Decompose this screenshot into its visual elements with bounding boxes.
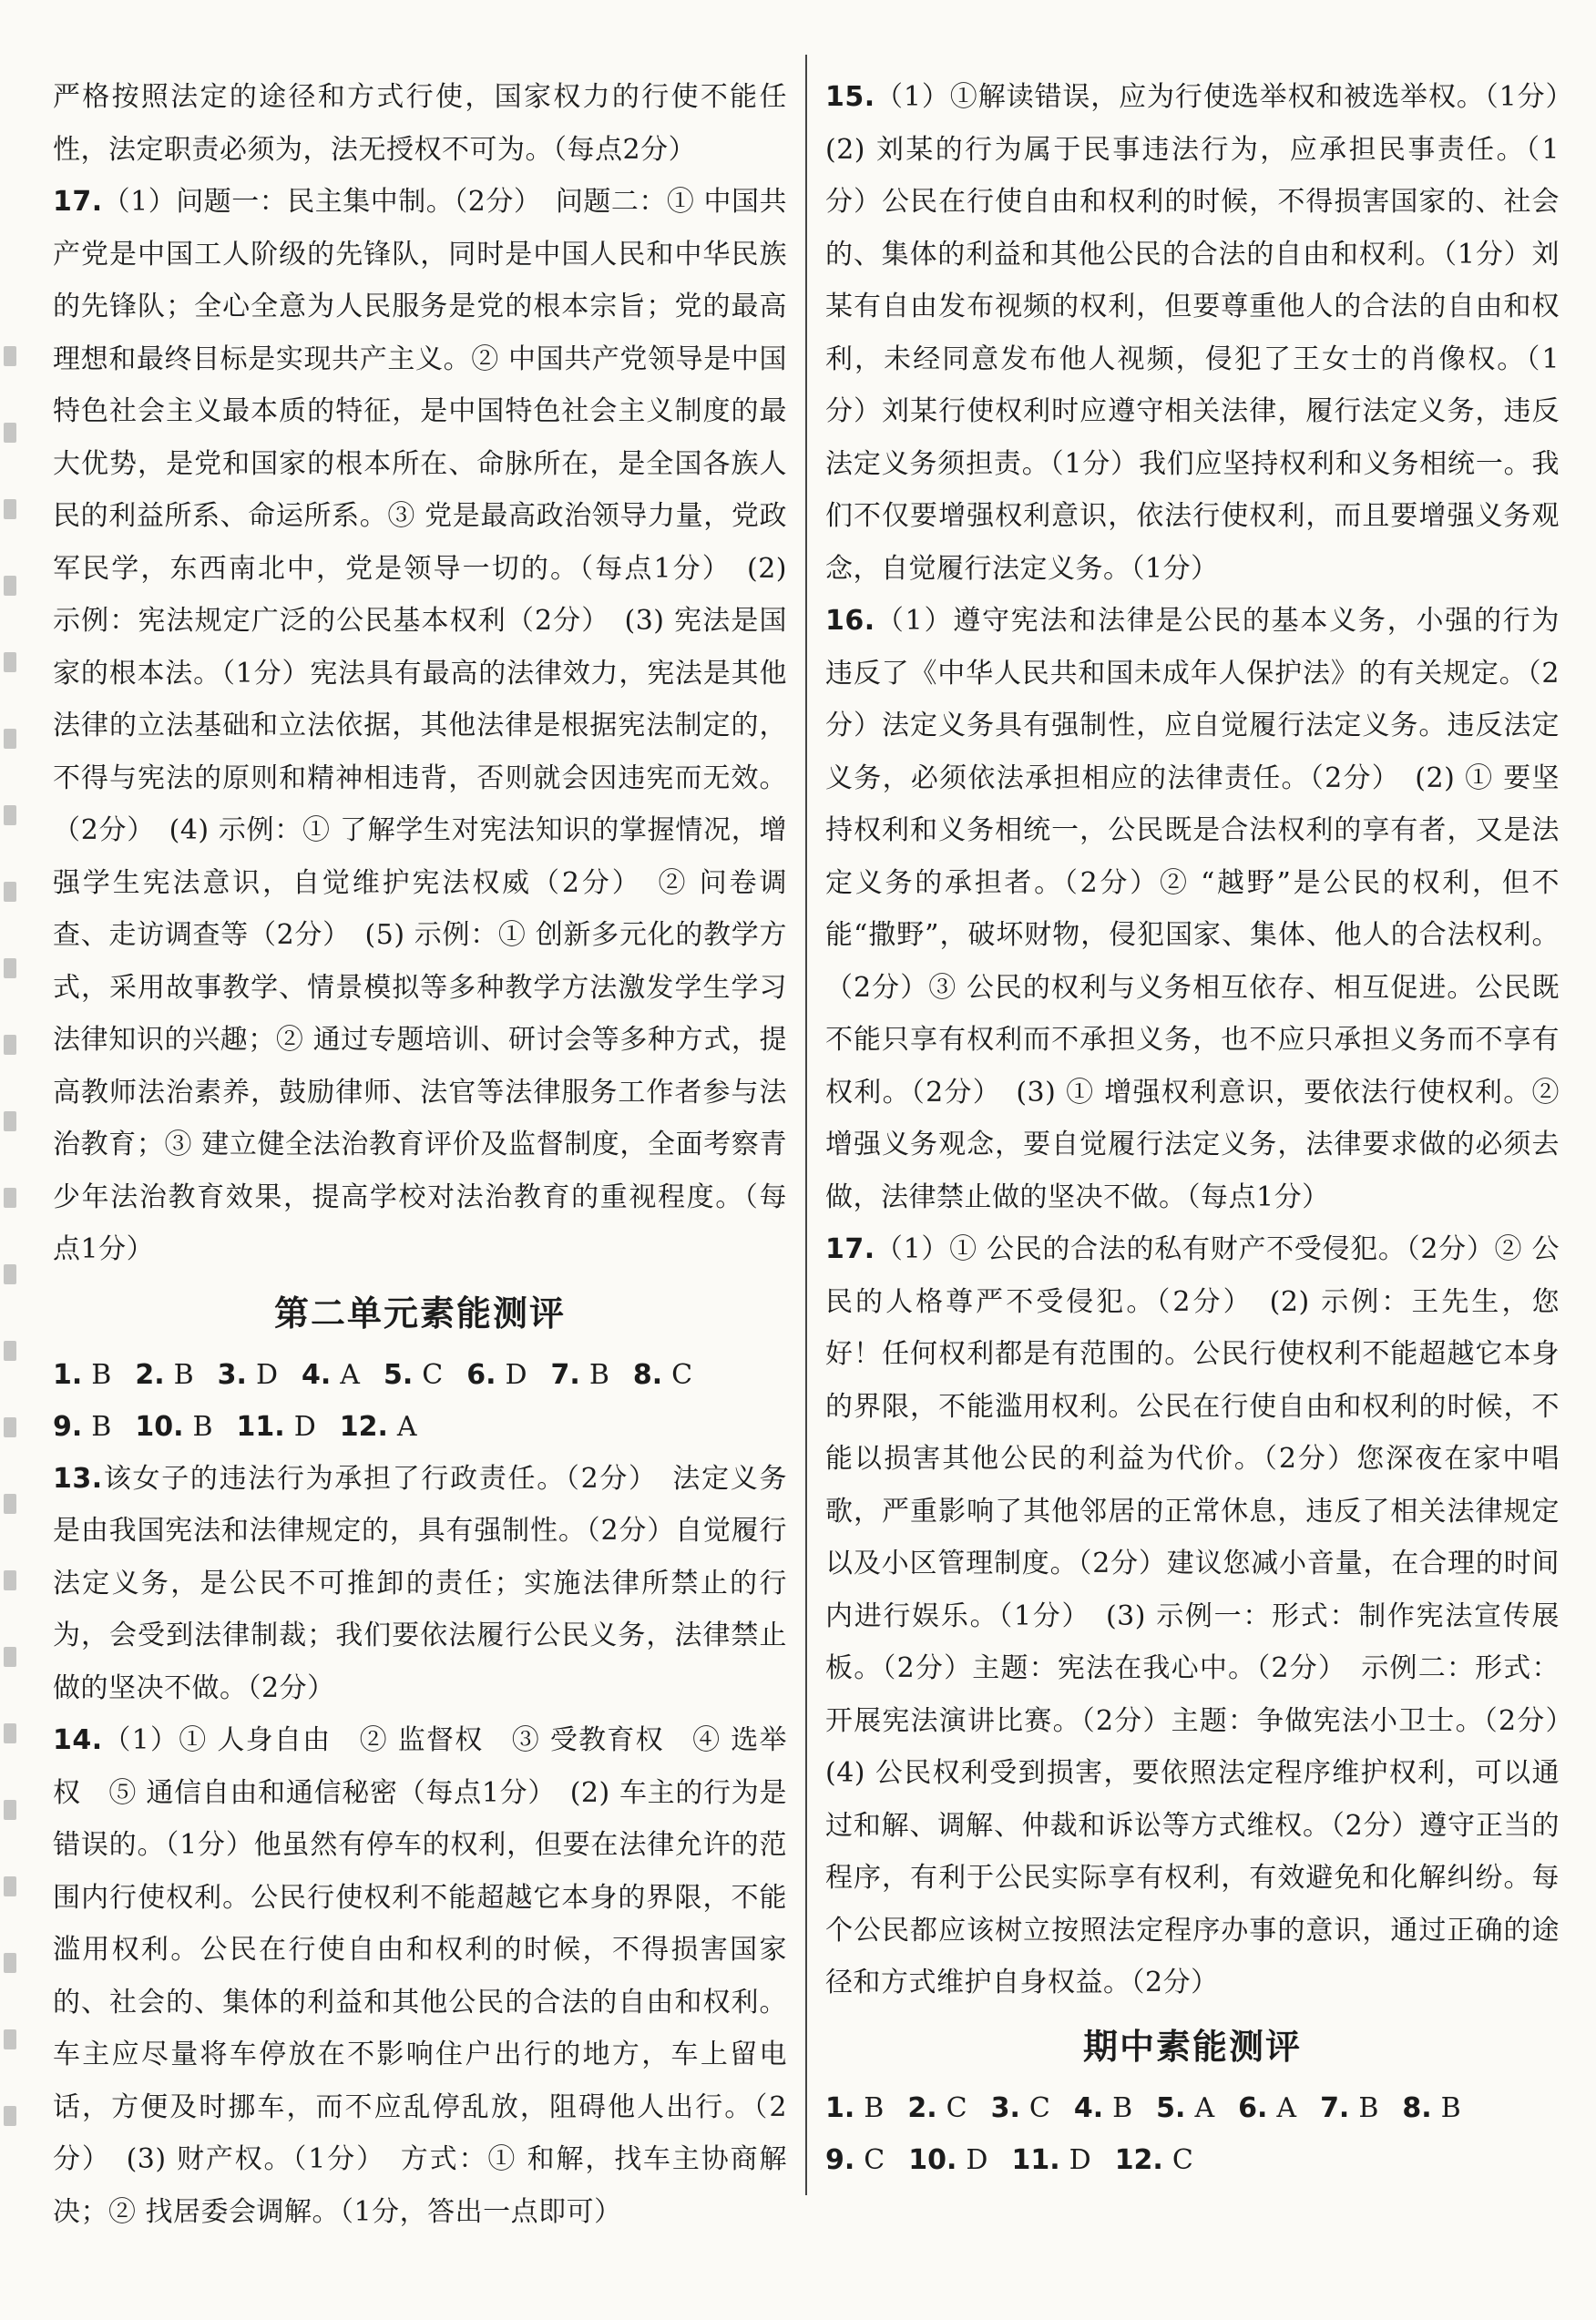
choice-answer <box>135 1349 193 1401</box>
continued-text: 严格按照法定的途径和方式行使，国家权力的行使不能任性，法定职责必须为，法无授权不可为。（每点2分） <box>53 81 787 166</box>
question-17 <box>53 176 787 1276</box>
question-16 <box>825 595 1560 1223</box>
choice-letter: D <box>505 1358 527 1391</box>
choice-answer <box>1115 2134 1193 2186</box>
choice-number: 10. <box>908 2143 957 2176</box>
choice-answer <box>466 1349 527 1401</box>
question-17-right-answer: （1）① 公民的合法的私有财产不受侵犯。（2分）② 公民的人格尊严不受侵犯。（2分） (2) 示例：王先生，您好！任何权利都是有范围的。公民行使权利不能超越它本身的界限，不能滥用权利。公民在行使自由和权利的时候，不能以损害其他公民的利益为代价。（2分）您深夜在家中唱歌，严重影响了其他邻居的正常休息，违反了相关法律规定以及小区管理制度。（2分）建议您减小音量，在合理的时间内进行娱乐。（1分） (3) 示例一：形式：制作宪法宣传展板。（2分）主题：宪法在我心中。（2分） 示例二：形式：开展宪法演讲比赛。（2分）主题：争做宪法小卫士。（2分） (4) 公民权利受到损害，要依照法定程序维护权利，可以通过和解、调解、仲裁和诉讼等方式维权。（2分）遵守正当的程序，有利于公民实际享有权利，有效避免和化解纠纷。每个公民都应该树立按照法定程序办事的意识，通过正确的途径和方式维护自身权益。（2分） <box>825 1233 1588 1998</box>
choice-letter: B <box>91 1358 112 1391</box>
question-15-answer: （1）①解读错误，应为行使选举权和被选举权。（1分） (2) 刘某的行为属于民事违法行为，应承担民事责任。（1分）公民在行使自由和权利的时候，不得损害国家的、社会的、集体的利益和其他公民的合法的自由和权利。（1分）刘某有自由发布视频的权利，但要尊重他人的合法的自由和权利，未经同意发布他人视频，侵犯了王女士的肖像权。（1分）刘某行使权利时应遵守相关法律，履行法定义务，违反法定义务须担责。（1分）我们应坚持权利和义务相统一。我们不仅要增强权利意识，依法行使权利，而且要增强义务观念，自觉履行法定义务。（1分） <box>825 81 1588 585</box>
answer-row <box>53 1401 787 1453</box>
choice-letter: C <box>864 2143 885 2176</box>
choice-letter: C <box>946 2091 967 2124</box>
choice-number: 11. <box>1011 2143 1060 2176</box>
choice-number: 2. <box>907 2091 937 2124</box>
question-number: 17. <box>53 186 103 218</box>
choice-letter: D <box>966 2143 988 2176</box>
left-column <box>53 71 787 2238</box>
choice-letter: D <box>293 1410 316 1443</box>
choice-number: 6. <box>1238 2091 1268 2124</box>
choice-answer <box>237 1401 316 1453</box>
choice-number: 5. <box>1156 2091 1186 2124</box>
choice-number: 4. <box>302 1358 332 1391</box>
question-number: 16. <box>825 605 875 637</box>
choice-letter: A <box>1276 2091 1297 2124</box>
answer-row <box>825 2082 1560 2134</box>
choice-number: 9. <box>53 1410 83 1443</box>
choice-answer <box>135 1401 212 1453</box>
choice-answer <box>1011 2134 1090 2186</box>
choice-answer <box>1402 2082 1460 2134</box>
choice-answer <box>825 2082 884 2134</box>
choice-letter: A <box>1194 2091 1215 2124</box>
choice-number: 6. <box>466 1358 496 1391</box>
choice-answer <box>825 2134 885 2186</box>
choice-number: 8. <box>1402 2091 1432 2124</box>
choice-number: 7. <box>1320 2091 1350 2124</box>
choice-answer <box>53 1401 111 1453</box>
question-13-answer: 该女子的违法行为承担了行政责任。（2分） 法定义务是由我国宪法和法律规定的，具有强制性。（2分）自觉履行法定义务，是公民不可推卸的责任；实施法律所禁止的行为，会受到法律制裁；我们要依法履行公民义务，法律禁止做的坚决不做。（2分） <box>53 1462 787 1704</box>
choice-answer <box>1156 2082 1214 2134</box>
question-number: 14. <box>53 1724 103 1756</box>
choice-letter: B <box>91 1410 112 1443</box>
section-heading-unit2: 第二单元素能测评 <box>273 1293 566 1334</box>
choice-letter: B <box>588 1358 609 1391</box>
question-number: 17. <box>825 1233 875 1265</box>
choice-answer <box>1074 2082 1132 2134</box>
choice-number: 3. <box>990 2091 1020 2124</box>
question-15 <box>825 71 1588 595</box>
choice-number: 1. <box>825 2091 855 2124</box>
choice-number: 4. <box>1073 2091 1104 2124</box>
choice-answer <box>384 1349 443 1401</box>
choice-answer <box>218 1349 278 1401</box>
question-number: 13. <box>53 1462 103 1495</box>
answer-row <box>825 2134 1560 2186</box>
choice-number: 2. <box>135 1358 165 1391</box>
choice-letter: B <box>192 1410 213 1443</box>
choice-answer <box>1320 2082 1378 2134</box>
choice-answer <box>302 1349 360 1401</box>
choice-letter: C <box>1028 2091 1050 2124</box>
choice-number: 1. <box>53 1358 83 1391</box>
choice-answer <box>551 1349 609 1401</box>
choice-number: 10. <box>135 1410 184 1443</box>
continued-paragraph <box>53 71 787 176</box>
question-number: 15. <box>825 81 875 113</box>
choice-letter: C <box>422 1358 444 1391</box>
question-14 <box>53 1714 787 2238</box>
choice-letter: A <box>396 1410 417 1443</box>
choice-number: 8. <box>632 1358 663 1391</box>
choice-answer <box>1238 2082 1296 2134</box>
question-14-answer: （1）① 人身自由 ② 监督权 ③ 受教育权 ④ 选举权 ⑤ 通信自由和通信秘密（每点1分） (2) 车主的行为是错误的。（1分）他虽然有停车的权利，但要在法律允许的范围内行使权利。公民行使权利不能超越它本身的界限，不能滥用权利。公民在行使自由和权利的时候，不得损害国家的、社会的、集体的利益和其他公民的合法的自由和权利。车主应尽量将车停放在不影响住户出行的地方，车上留电话，方便及时挪车，而不应乱停乱放，阻碍他人出行。（2分） (3) 财产权。（1分） 方式：① 和解，找车主协商解决；② 找居委会调解。（1分，答出一点即可） <box>53 1724 787 2228</box>
choice-letter: B <box>1440 2091 1461 2124</box>
choice-answer <box>340 1401 417 1453</box>
choice-letter: B <box>1112 2091 1133 2124</box>
choice-letter: C <box>1171 2143 1193 2176</box>
answer-row <box>53 1349 787 1401</box>
choice-number: 9. <box>825 2143 855 2176</box>
question-13 <box>53 1453 787 1715</box>
choice-letter: C <box>671 1358 693 1391</box>
question-16-answer: （1）遵守宪法和法律是公民的基本义务，小强的行为违反了《中华人民共和国未成年人保护法》的有关规定。（2分）法定义务具有强制性，应自觉履行法定义务。违反法定义务，必须依法承担相应的法律责任。（2分） (2) ① 要坚持权利和义务相统一，公民既是合法权利的享有者，又是法定义务的承担者。（2分）② “越野”是公民的权利，但不能“撒野”，破坏财物，侵犯国家、集体、他人的合法权利。（2分）③ 公民的权利与义务相互依存、相互促进。公民既不能只享有权利而不承担义务，也不应只承担义务而不享有权利。（2分） (3) ① 增强权利意识，要依法行使权利。② 增强义务观念，要自觉履行法定义务，法律要求做的必须去做，法律禁止做的坚决不做。（每点1分） <box>825 605 1560 1213</box>
choice-answer <box>633 1349 692 1401</box>
choice-number: 11. <box>236 1410 285 1443</box>
right-column <box>825 71 1588 2186</box>
choice-letter: B <box>1358 2091 1379 2124</box>
choice-number: 5. <box>383 1358 414 1391</box>
midterm-choice-answers <box>825 2082 1560 2186</box>
unit2-choice-answers <box>53 1349 787 1453</box>
column-divider <box>805 55 807 2195</box>
choice-number: 7. <box>550 1358 580 1391</box>
choice-letter: A <box>340 1358 360 1391</box>
choice-letter: B <box>864 2091 885 2124</box>
choice-number: 12. <box>1114 2143 1163 2176</box>
binding-margin-marks <box>0 346 27 2168</box>
choice-answer <box>907 2082 967 2134</box>
choice-letter: B <box>173 1358 194 1391</box>
choice-number: 12. <box>339 1410 388 1443</box>
choice-letter: D <box>255 1358 278 1391</box>
choice-answer <box>991 2082 1050 2134</box>
section-heading-midterm: 期中素能测评 <box>1082 2026 1302 2067</box>
choice-answer <box>908 2134 987 2186</box>
choice-answer <box>53 1349 111 1401</box>
choice-number: 3. <box>217 1358 247 1391</box>
choice-letter: D <box>1069 2143 1091 2176</box>
question-17-answer: （1）问题一：民主集中制。（2分） 问题二：① 中国共产党是中国工人阶级的先锋队，同时是中国人民和中华民族的先锋队；全心全意为人民服务是党的根本宗旨；党的最高理想和最终目标是实现共产主义。② 中国共产党领导是中国特色社会主义最本质的特征，是中国特色社会主义制度的最大优势，是党和国家的根本所在、命脉所在，是全国各族人民的利益所系、命运所系。③ 党是最高政治领导力量，党政军民学，东西南北中，党是领导一切的。（每点1分） (2) 示例：宪法规定广泛的公民基本权利（2分） (3) 宪法是国家的根本法。（1分）宪法具有最高的法律效力，宪法是其他法律的立法基础和立法依据，其他法律是根据宪法制定的，不得与宪法的原则和精神相违背，否则就会因违宪而无效。（2分） (4) 示例：① 了解学生对宪法知识的掌握情况，增强学生宪法意识，自觉维护宪法权威（2分） ② 问卷调查、走访调查等（2分） (5) 示例：① 创新多元化的教学方式，采用故事教学、情景模拟等多种教学方法激发学生学习法律知识的兴趣；② 通过专题培训、研讨会等多种方式，提高教师法治素养，鼓励律师、法官等法律服务工作者参与法治教育；③ 建立健全法治教育评价及监督制度，全面考察青少年法治教育效果，提高学校对法治教育的重视程度。（每点1分） <box>53 186 787 1265</box>
question-17-right <box>825 1223 1588 2009</box>
